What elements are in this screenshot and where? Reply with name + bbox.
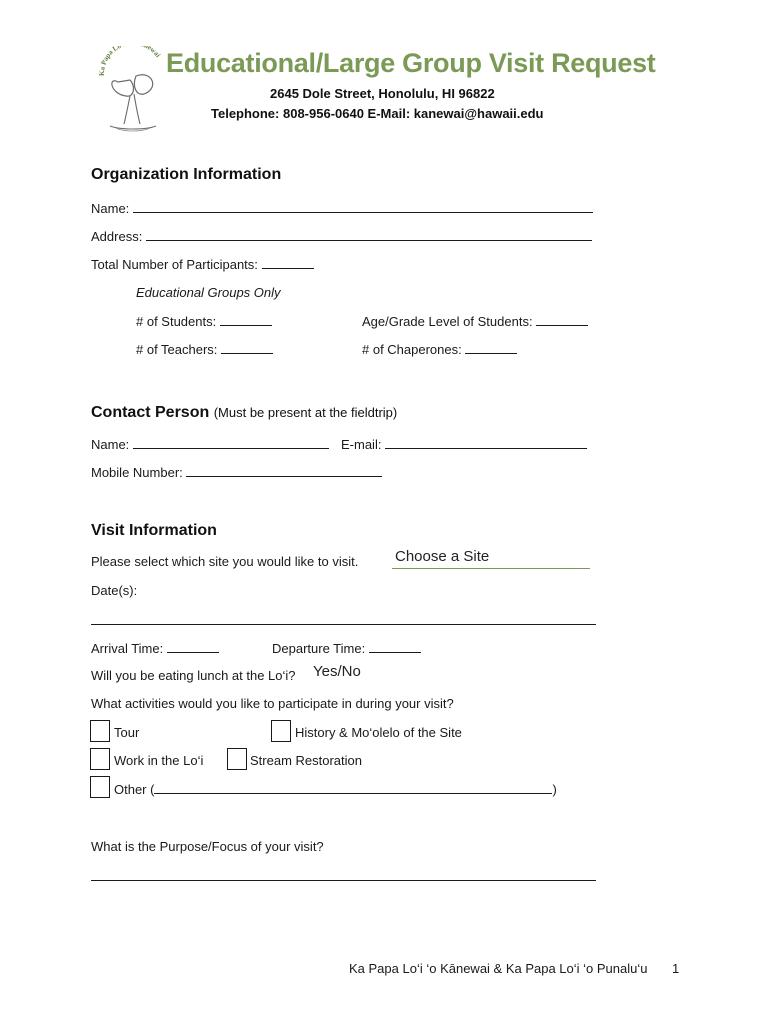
site-prompt: Please select which site you would like to visit. [91,554,359,569]
arrival-row [91,640,219,656]
contact-heading [91,404,397,422]
teachers-label: # of Teachers: [136,342,218,357]
departure-label: Departure Time: [272,641,366,656]
arrival-field[interactable] [167,640,219,653]
teachers-field[interactable] [221,341,273,354]
history-checkbox[interactable] [271,720,291,742]
age-label: Age/Grade Level of Students: [362,314,533,329]
age-row [362,313,588,329]
stream-checkbox[interactable] [227,748,247,770]
activities-prompt: What activities would you like to participate in during your visit? [91,696,454,711]
stream-label: Stream Restoration [250,753,362,768]
mobile-field[interactable] [186,464,382,477]
contact-email-label: E-mail: [341,437,382,452]
chaperones-row [362,341,517,357]
page-title: Educational/Large Group Visit Request [166,48,656,78]
contact-name-row [91,436,329,452]
other-row [114,781,557,797]
lunch-select[interactable]: Yes/No [313,663,361,680]
page-number: 1 [672,961,680,976]
other-label: Other ( [114,782,155,797]
history-label: History & Mo‘olelo of the Site [295,725,462,740]
contact-note: (Must be present at the fieldtrip) [213,405,398,420]
site-select-value: Choose a Site [395,548,490,565]
contact-name-label: Name: [91,437,130,452]
contact-name-field[interactable] [133,436,329,449]
teachers-row [136,341,273,357]
visit-heading: Visit Information [91,522,217,539]
students-field[interactable] [220,313,272,326]
work-checkbox[interactable] [90,748,110,770]
mobile-row [91,464,382,480]
contact-heading-text: Contact Person [91,404,210,421]
org-address-label: Address: [91,229,143,244]
purpose-field[interactable] [91,880,596,881]
participants-row [91,256,314,272]
other-checkbox[interactable] [90,776,110,798]
students-label: # of Students: [136,314,217,329]
participants-field[interactable] [262,256,314,269]
taro-logo-icon [96,46,168,134]
org-name-field[interactable] [133,200,593,213]
departure-row [272,640,421,656]
edu-only-label: Educational Groups Only [136,285,281,300]
students-row [136,313,272,329]
contact-email-row [341,436,587,452]
tour-label: Tour [114,725,140,740]
logo [96,46,168,134]
purpose-prompt: What is the Purpose/Focus of your visit? [91,839,324,854]
other-field[interactable] [154,781,552,794]
participants-label: Total Number of Participants: [91,257,258,272]
departure-field[interactable] [369,640,421,653]
dates-label: Date(s): [91,583,138,598]
tour-checkbox[interactable] [90,720,110,742]
other-close: ) [552,782,557,797]
org-address-field[interactable] [146,228,592,241]
contact-line: Telephone: 808-956-0640 E-Mail: kanewai@hawaii.edu [211,106,544,121]
org-name-row [91,200,593,216]
age-field[interactable] [536,313,588,326]
chaperones-label: # of Chaperones: [362,342,462,357]
address-line: 2645 Dole Street, Honolulu, HI 96822 [270,86,495,101]
arrival-label: Arrival Time: [91,641,164,656]
dates-field[interactable] [91,624,596,625]
org-heading: Organization Information [91,166,282,183]
logo-text: Ka Papa Lo ewai [97,46,162,77]
footer-text: Ka Papa Lo‘i ‘o Kānewai & Ka Papa Lo‘i ‘o Punalu‘u [349,961,648,976]
org-name-label: Name: [91,201,130,216]
work-label: Work in the Lo‘i [114,753,204,768]
contact-email-field[interactable] [385,436,587,449]
lunch-prompt: Will you be eating lunch at the Lo‘i? [91,668,296,683]
site-select[interactable] [392,548,590,569]
chaperones-field[interactable] [465,341,517,354]
org-address-row [91,228,592,244]
mobile-label: Mobile Number: [91,465,183,480]
